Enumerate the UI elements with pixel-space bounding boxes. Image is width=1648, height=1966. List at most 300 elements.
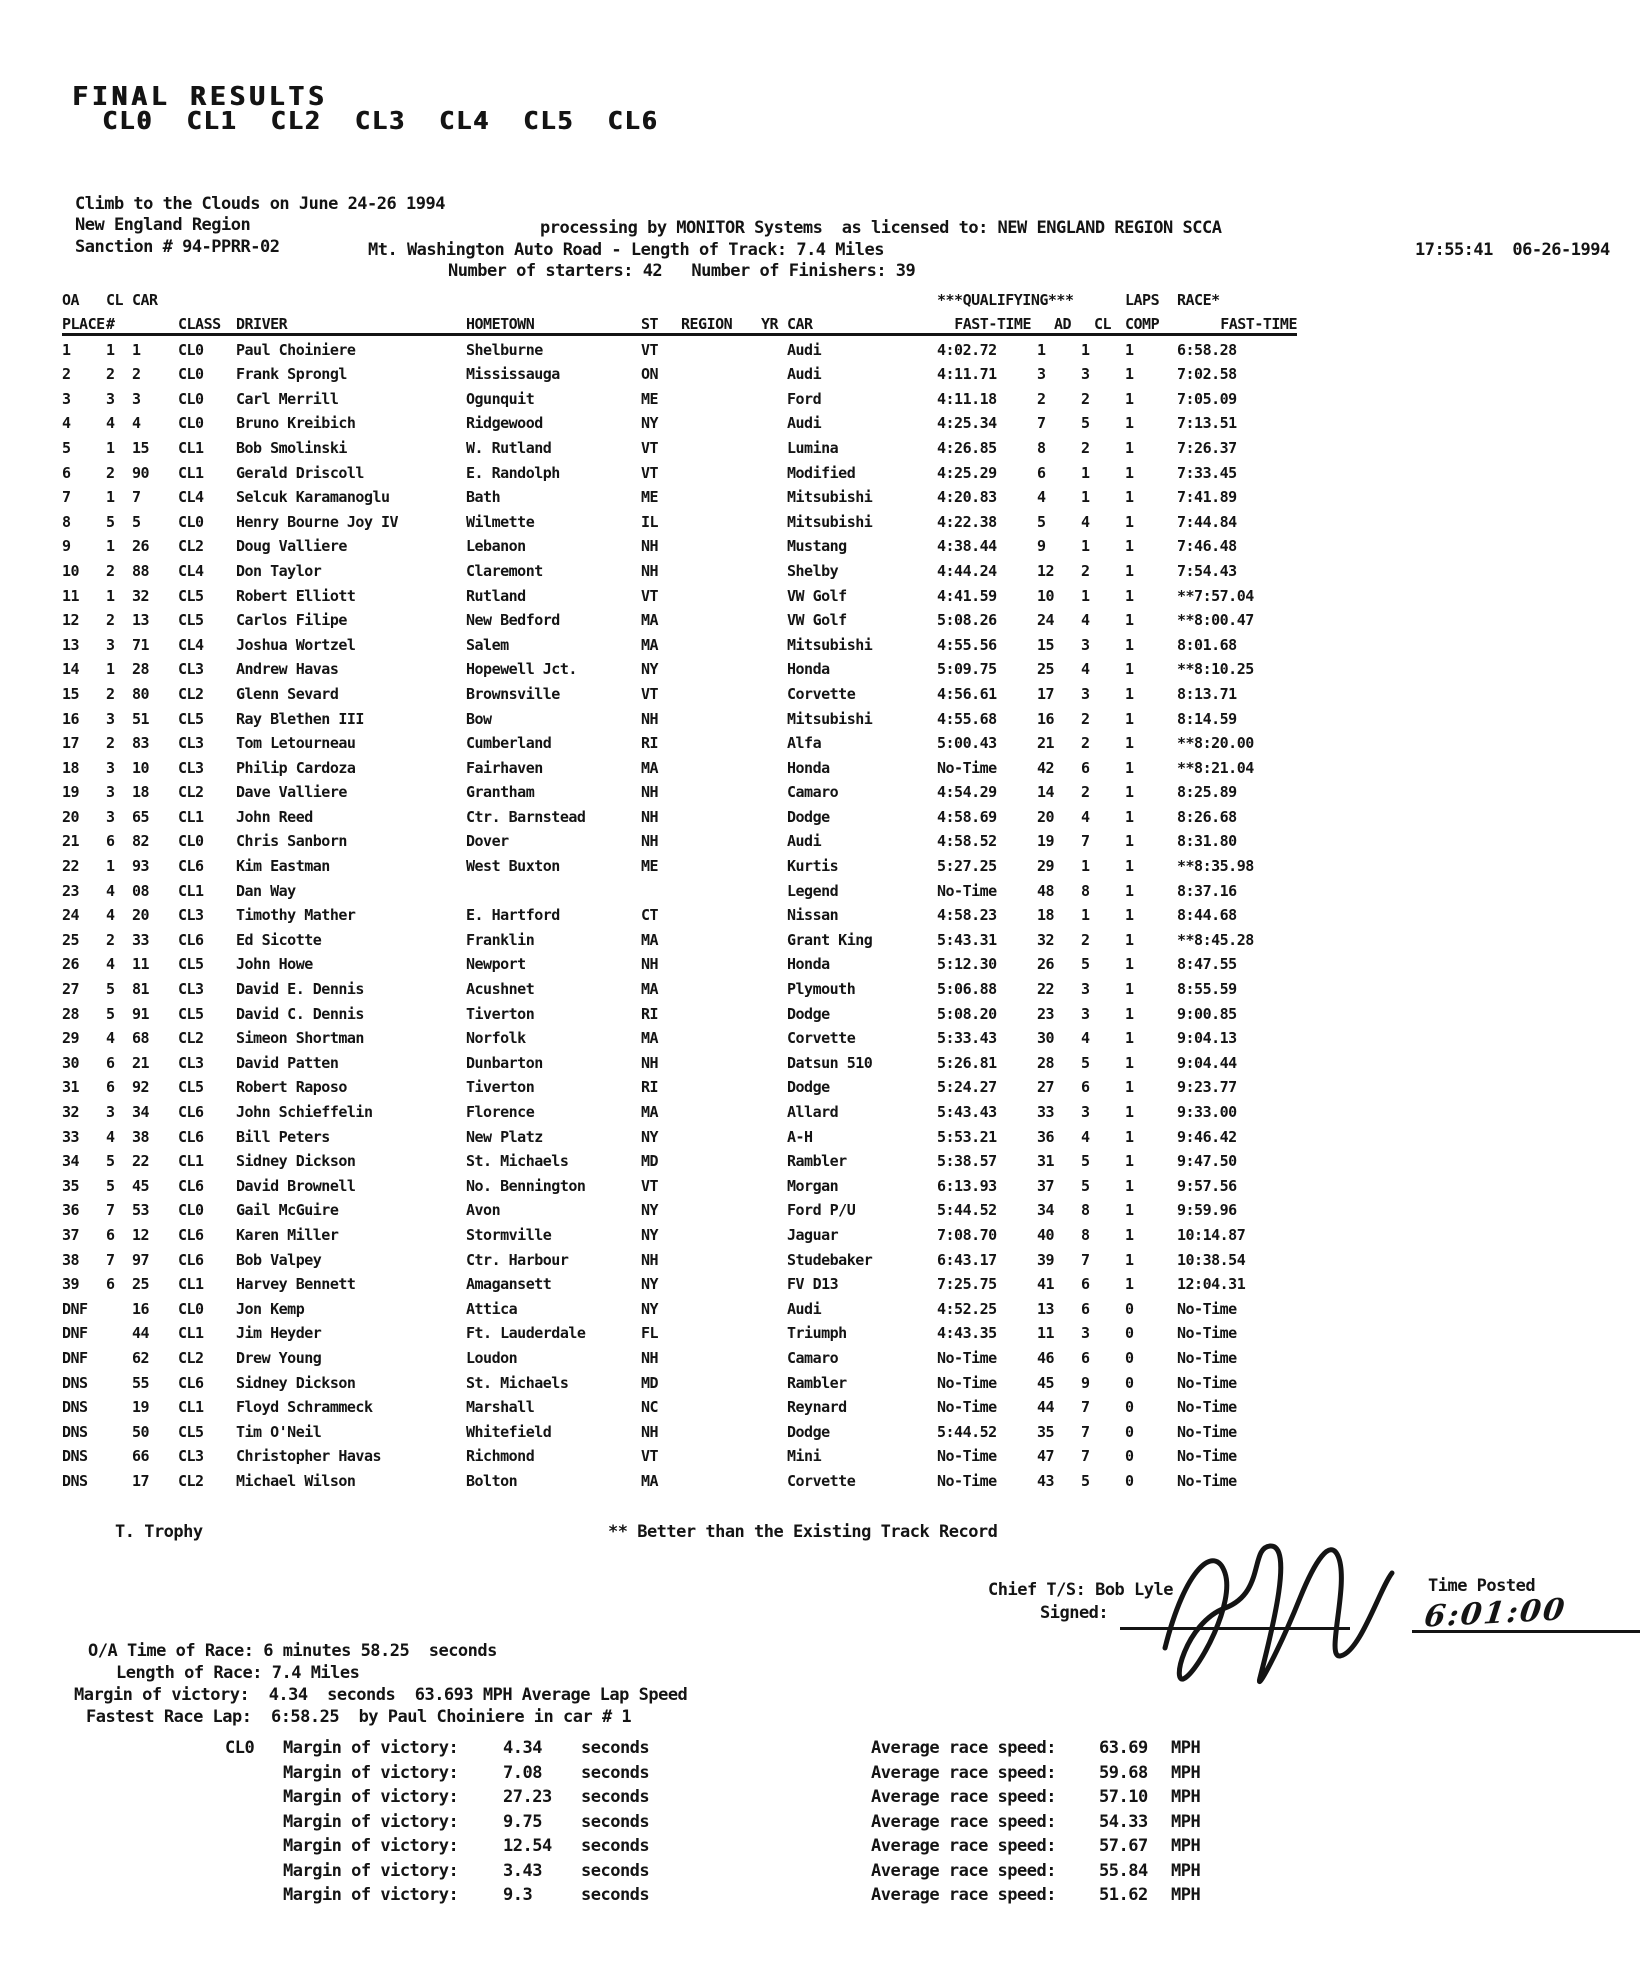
cell-region bbox=[681, 555, 761, 580]
cell-place: 24 bbox=[62, 906, 80, 925]
cell-yr bbox=[761, 1392, 787, 1417]
cell-class: CL2 bbox=[178, 684, 204, 703]
cell-place: 20 bbox=[62, 807, 80, 826]
cell-race: 10:38.54 bbox=[1177, 1250, 1246, 1269]
cell-hometown: Stormville bbox=[466, 1225, 552, 1244]
cell-st: ME bbox=[641, 389, 659, 408]
cell-class: CL3 bbox=[178, 1053, 204, 1072]
cell-car: 93 bbox=[132, 857, 150, 876]
cell-qual: 5:27.25 bbox=[937, 857, 997, 876]
col-header-ad: AD bbox=[1037, 309, 1081, 334]
table-row bbox=[62, 973, 1297, 998]
cell-cl: 1 bbox=[106, 857, 115, 876]
cell-cl: 1 bbox=[106, 438, 115, 457]
class-result-row bbox=[225, 1861, 1221, 1886]
cell-hometown: Newport bbox=[466, 955, 526, 974]
cell-race: 9:04.44 bbox=[1177, 1053, 1237, 1072]
signature-line bbox=[1120, 1600, 1350, 1630]
cell-region bbox=[681, 334, 761, 359]
cell-class: CL6 bbox=[178, 1103, 204, 1121]
class-label: CL0 bbox=[225, 1738, 255, 1758]
cell-driver: Karen Miller bbox=[236, 1225, 339, 1244]
cell-make: Mustang bbox=[787, 537, 847, 556]
col-header-carnum bbox=[132, 309, 178, 334]
cell-make: Dodge bbox=[787, 1004, 830, 1023]
cell-car: 15 bbox=[132, 438, 150, 457]
margin-value: 12.54 bbox=[503, 1836, 552, 1856]
cell-comp: 1 bbox=[1125, 881, 1134, 900]
cell-ad: 29 bbox=[1037, 857, 1055, 876]
cell-comp: 1 bbox=[1125, 340, 1134, 359]
cell-race: No-Time bbox=[1177, 1422, 1237, 1441]
table-row bbox=[62, 580, 1297, 605]
cell-hometown: Rutland bbox=[466, 586, 526, 605]
group-header-laps: LAPS bbox=[1125, 291, 1160, 309]
seconds-label: seconds bbox=[581, 1860, 650, 1881]
mph-label: MPH bbox=[1171, 1762, 1201, 1783]
cell-car: 08 bbox=[132, 881, 150, 900]
table-row bbox=[62, 506, 1297, 531]
cell-driver: Bruno Kreibich bbox=[236, 414, 356, 433]
cell-comp: 1 bbox=[1125, 1225, 1134, 1244]
cell-ad: 11 bbox=[1037, 1324, 1055, 1343]
cell-qcl: 3 bbox=[1081, 365, 1090, 384]
cell-make: Triumph bbox=[787, 1324, 847, 1343]
table-row bbox=[62, 1367, 1297, 1392]
cell-st: NH bbox=[641, 1422, 659, 1441]
cell-cl: 5 bbox=[106, 980, 115, 999]
cell-qual: 4:41.59 bbox=[937, 586, 997, 605]
cell-race: 8:01.68 bbox=[1177, 635, 1237, 654]
cell-yr bbox=[761, 1195, 787, 1220]
cell-make: Kurtis bbox=[787, 857, 839, 876]
speed-label: Average race speed: bbox=[871, 1860, 1056, 1881]
cell-driver: David Patten bbox=[236, 1053, 339, 1072]
cell-qual: 4:58.23 bbox=[937, 906, 997, 925]
cell-st: NH bbox=[641, 832, 659, 851]
cell-class: CL0 bbox=[178, 832, 204, 851]
cell-car: 68 bbox=[132, 1029, 150, 1048]
speed-value: 55.84 bbox=[1099, 1860, 1148, 1881]
cell-region bbox=[681, 1121, 761, 1146]
cell-qcl: 6 bbox=[1081, 1299, 1090, 1318]
cell-region bbox=[681, 973, 761, 998]
cell-ad: 2 bbox=[1037, 389, 1046, 408]
cell-qual: 4:55.68 bbox=[937, 709, 997, 728]
cell-race: **7:57.04 bbox=[1177, 586, 1254, 605]
cell-car: 51 bbox=[132, 709, 150, 728]
cell-qual: 5:08.26 bbox=[937, 611, 997, 630]
chief-ts-label: Chief T/S: Bob Lyle bbox=[988, 1580, 1173, 1600]
cell-driver: John Howe bbox=[236, 955, 313, 974]
cell-comp: 0 bbox=[1125, 1348, 1134, 1367]
cell-cl: 3 bbox=[106, 807, 115, 826]
cell-qual: No-Time bbox=[937, 881, 997, 900]
cell-race: 9:59.96 bbox=[1177, 1201, 1237, 1220]
col-header-hometown: HOMETOWN bbox=[466, 309, 641, 334]
col-header-cl2: CL bbox=[1081, 309, 1125, 334]
cell-place: 19 bbox=[62, 783, 80, 802]
cell-race: 8:55.59 bbox=[1177, 980, 1237, 999]
cell-make: Modified bbox=[787, 463, 856, 482]
class-result-row bbox=[225, 1738, 1221, 1763]
cell-cl: 6 bbox=[106, 1053, 115, 1072]
cell-class: CL5 bbox=[178, 1078, 204, 1097]
cell-region bbox=[681, 1219, 761, 1244]
cell-place: 21 bbox=[62, 832, 80, 851]
cell-race: No-Time bbox=[1177, 1324, 1237, 1343]
cell-yr bbox=[761, 728, 787, 753]
cell-region bbox=[681, 383, 761, 408]
table-row bbox=[62, 998, 1297, 1023]
cell-car: 16 bbox=[132, 1299, 150, 1318]
cell-st: ON bbox=[641, 365, 659, 384]
cell-make: Mitsubishi bbox=[787, 512, 873, 531]
cell-comp: 1 bbox=[1125, 783, 1134, 802]
seconds-label: seconds bbox=[581, 1836, 650, 1856]
cell-make: Corvette bbox=[787, 1029, 856, 1048]
cell-comp: 1 bbox=[1125, 660, 1134, 679]
margin-label: Margin of victory: bbox=[283, 1836, 459, 1856]
cell-yr bbox=[761, 949, 787, 974]
cell-st: MA bbox=[641, 930, 659, 949]
cell-driver: Carlos Filipe bbox=[236, 611, 347, 630]
cell-comp: 1 bbox=[1125, 1201, 1134, 1220]
cell-qual: 7:08.70 bbox=[937, 1225, 997, 1244]
cell-make: Audi bbox=[787, 365, 822, 384]
cell-qual: 4:58.52 bbox=[937, 832, 997, 851]
cell-qual: No-Time bbox=[937, 1398, 997, 1417]
cell-car: 82 bbox=[132, 832, 150, 851]
cell-hometown: Dunbarton bbox=[466, 1053, 543, 1072]
cell-race: No-Time bbox=[1177, 1398, 1237, 1417]
cell-place: 16 bbox=[62, 709, 80, 728]
cell-make: Honda bbox=[787, 955, 830, 974]
cell-car: 26 bbox=[132, 537, 150, 556]
cell-hometown: Shelburne bbox=[466, 340, 543, 359]
cell-region bbox=[681, 654, 761, 679]
cell-qual: 4:22.38 bbox=[937, 512, 997, 531]
cell-hometown: Ctr. Barnstead bbox=[466, 807, 586, 826]
cell-class: CL0 bbox=[178, 1299, 204, 1318]
cell-make: VW Golf bbox=[787, 611, 847, 630]
cell-comp: 1 bbox=[1125, 1275, 1134, 1294]
cell-qcl: 3 bbox=[1081, 635, 1090, 654]
table-row bbox=[62, 900, 1297, 925]
cell-st: MD bbox=[641, 1152, 659, 1171]
cell-ad: 24 bbox=[1037, 611, 1055, 630]
cell-st: NY bbox=[641, 1201, 659, 1220]
cell-driver: Gail McGuire bbox=[236, 1201, 339, 1220]
cell-car: 33 bbox=[132, 930, 150, 949]
time-posted-label: Time Posted bbox=[1428, 1576, 1536, 1596]
table-row bbox=[62, 826, 1297, 851]
cell-hometown: Whitefield bbox=[466, 1422, 552, 1441]
cell-comp: 1 bbox=[1125, 1078, 1134, 1097]
cell-qual: 4:43.35 bbox=[937, 1324, 997, 1343]
cell-class: CL6 bbox=[178, 1176, 204, 1195]
cell-qcl: 6 bbox=[1081, 1275, 1090, 1294]
cell-cl: 5 bbox=[106, 1004, 115, 1023]
table-row bbox=[62, 482, 1297, 507]
cell-cl bbox=[106, 1318, 132, 1343]
group-header-race: RACE* bbox=[1177, 291, 1220, 309]
cell-ad: 42 bbox=[1037, 758, 1055, 777]
cell-ad: 23 bbox=[1037, 1004, 1055, 1023]
cell-driver: Drew Young bbox=[236, 1348, 322, 1367]
cell-qcl: 1 bbox=[1081, 463, 1090, 482]
cell-cl: 3 bbox=[106, 783, 115, 802]
cell-region bbox=[681, 531, 761, 556]
cell-region bbox=[681, 1392, 761, 1417]
cell-comp: 1 bbox=[1125, 857, 1134, 876]
cell-st: MA bbox=[641, 1029, 659, 1048]
table-row bbox=[62, 801, 1297, 826]
table-row bbox=[62, 752, 1297, 777]
table-row bbox=[62, 359, 1297, 384]
oa-time-stat: O/A Time of Race: 6 minutes 58.25 seconds bbox=[88, 1641, 497, 1661]
cell-hometown: Salem bbox=[466, 635, 509, 654]
cell-st: NH bbox=[641, 807, 659, 826]
cell-driver: Timothy Mather bbox=[236, 906, 356, 925]
cell-car: 21 bbox=[132, 1053, 150, 1072]
cell-class: CL1 bbox=[178, 1324, 204, 1343]
cell-race: 8:14.59 bbox=[1177, 709, 1237, 728]
cell-comp: 1 bbox=[1125, 1053, 1134, 1072]
cell-st: NY bbox=[641, 660, 659, 679]
cell-yr bbox=[761, 1096, 787, 1121]
cell-qual: 5:09.75 bbox=[937, 660, 997, 679]
cell-qcl: 3 bbox=[1081, 980, 1090, 999]
cell-ad: 10 bbox=[1037, 586, 1055, 605]
cell-qual: 4:54.29 bbox=[937, 783, 997, 802]
col-header-driver: DRIVER bbox=[236, 309, 466, 334]
cell-car: 5 bbox=[132, 512, 141, 531]
cell-race: 8:44.68 bbox=[1177, 906, 1237, 925]
cell-cl: 5 bbox=[106, 512, 115, 531]
cell-race: No-Time bbox=[1177, 1447, 1237, 1466]
speed-value: 51.62 bbox=[1099, 1885, 1148, 1905]
cell-qcl: 1 bbox=[1081, 488, 1090, 507]
cell-driver: David E. Dennis bbox=[236, 980, 364, 999]
cell-comp: 1 bbox=[1125, 512, 1134, 531]
cell-ad: 21 bbox=[1037, 734, 1055, 753]
sanction-number: Sanction # 94-PPRR-02 bbox=[75, 237, 280, 257]
cell-cl: 6 bbox=[106, 1275, 115, 1294]
cell-car: 65 bbox=[132, 807, 150, 826]
cell-driver: Dave Valliere bbox=[236, 783, 347, 802]
cell-race: 9:23.77 bbox=[1177, 1078, 1237, 1097]
cell-comp: 1 bbox=[1125, 832, 1134, 851]
cell-region bbox=[681, 998, 761, 1023]
cell-yr bbox=[761, 875, 787, 900]
cell-st: MA bbox=[641, 1103, 659, 1121]
cell-comp: 1 bbox=[1125, 758, 1134, 777]
cell-race: 7:33.45 bbox=[1177, 463, 1237, 482]
cell-hometown: Ridgewood bbox=[466, 414, 543, 433]
cell-ad: 46 bbox=[1037, 1348, 1055, 1367]
cell-yr bbox=[761, 605, 787, 630]
cell-st: VT bbox=[641, 586, 659, 605]
cell-cl: 7 bbox=[106, 1201, 115, 1220]
cell-hometown: Florence bbox=[466, 1103, 535, 1121]
cell-hometown: New Bedford bbox=[466, 611, 560, 630]
fastest-lap-stat: Fastest Race Lap: 6:58.25 by Paul Choiniere in car # 1 bbox=[86, 1707, 632, 1727]
cell-st: NY bbox=[641, 1127, 659, 1146]
cell-driver: Floyd Schrammeck bbox=[236, 1398, 373, 1417]
cell-make: Rambler bbox=[787, 1373, 847, 1392]
cell-car: 97 bbox=[132, 1250, 150, 1269]
table-row bbox=[62, 1293, 1297, 1318]
cell-qcl: 2 bbox=[1081, 783, 1090, 802]
cell-car: 2 bbox=[132, 365, 141, 384]
cell-ad: 47 bbox=[1037, 1447, 1055, 1466]
cell-ad: 13 bbox=[1037, 1299, 1055, 1318]
cell-st: NH bbox=[641, 1348, 659, 1367]
speed-value: 57.67 bbox=[1099, 1836, 1148, 1856]
cell-qcl: 5 bbox=[1081, 1152, 1090, 1171]
cell-yr bbox=[761, 1318, 787, 1343]
cell-cl bbox=[106, 1441, 132, 1466]
cell-comp: 1 bbox=[1125, 389, 1134, 408]
cell-qcl: 5 bbox=[1081, 955, 1090, 974]
cell-race: 9:33.00 bbox=[1177, 1103, 1237, 1121]
table-row bbox=[62, 334, 1297, 359]
cell-qcl: 1 bbox=[1081, 537, 1090, 556]
cell-place: 18 bbox=[62, 758, 80, 777]
seconds-label: seconds bbox=[581, 1811, 650, 1832]
cell-car: 71 bbox=[132, 635, 150, 654]
cell-class: CL6 bbox=[178, 857, 204, 876]
cell-qcl: 4 bbox=[1081, 611, 1090, 630]
cell-place: 36 bbox=[62, 1201, 80, 1220]
cell-make: Mitsubishi bbox=[787, 488, 873, 507]
cell-qcl: 9 bbox=[1081, 1373, 1090, 1392]
table-row bbox=[62, 629, 1297, 654]
cell-qcl: 3 bbox=[1081, 684, 1090, 703]
cell-qual: 4:52.25 bbox=[937, 1299, 997, 1318]
cell-place: 17 bbox=[62, 734, 80, 753]
cell-ad: 20 bbox=[1037, 807, 1055, 826]
cell-make: Plymouth bbox=[787, 980, 856, 999]
cell-hometown: Tiverton bbox=[466, 1004, 535, 1023]
cell-class: CL1 bbox=[178, 463, 204, 482]
cell-class: CL0 bbox=[178, 1201, 204, 1220]
cell-make: Allard bbox=[787, 1103, 839, 1121]
cell-qcl: 1 bbox=[1081, 586, 1090, 605]
cell-hometown: Dover bbox=[466, 832, 509, 851]
table-row bbox=[62, 1219, 1297, 1244]
cell-qual: 5:44.52 bbox=[937, 1422, 997, 1441]
cell-class: CL5 bbox=[178, 1004, 204, 1023]
cell-make: Lumina bbox=[787, 438, 839, 457]
cell-qcl: 2 bbox=[1081, 561, 1090, 580]
cell-cl: 1 bbox=[106, 488, 115, 507]
cell-comp: 1 bbox=[1125, 1152, 1134, 1171]
table-row bbox=[62, 850, 1297, 875]
cell-race: No-Time bbox=[1177, 1471, 1237, 1490]
cell-cl: 3 bbox=[106, 709, 115, 728]
table-row bbox=[62, 924, 1297, 949]
cell-st: NY bbox=[641, 1299, 659, 1318]
speed-label: Average race speed: bbox=[871, 1762, 1056, 1783]
cell-comp: 1 bbox=[1125, 537, 1134, 556]
table-row bbox=[62, 1416, 1297, 1441]
cell-yr bbox=[761, 973, 787, 998]
table-column-header-row bbox=[62, 309, 1297, 334]
table-row bbox=[62, 875, 1297, 900]
cell-place: 2 bbox=[62, 365, 71, 384]
cell-yr bbox=[761, 678, 787, 703]
cell-comp: 1 bbox=[1125, 955, 1134, 974]
cell-region bbox=[681, 875, 761, 900]
cell-st: MA bbox=[641, 758, 659, 777]
cell-yr bbox=[761, 457, 787, 482]
cell-cl: 4 bbox=[106, 1127, 115, 1146]
cell-ad: 26 bbox=[1037, 955, 1055, 974]
cell-place: 15 bbox=[62, 684, 80, 703]
cell-make: Mitsubishi bbox=[787, 709, 873, 728]
cell-car: 88 bbox=[132, 561, 150, 580]
cell-qual: 5:08.20 bbox=[937, 1004, 997, 1023]
cell-hometown: Bolton bbox=[466, 1471, 518, 1490]
margin-label: Margin of victory: bbox=[283, 1762, 459, 1783]
speed-label: Average race speed: bbox=[871, 1885, 1056, 1905]
cell-class: CL4 bbox=[178, 561, 204, 580]
cell-region bbox=[681, 1269, 761, 1294]
cell-driver: Joshua Wortzel bbox=[236, 635, 356, 654]
cell-car: 18 bbox=[132, 783, 150, 802]
cell-st: NC bbox=[641, 1398, 659, 1417]
cell-comp: 0 bbox=[1125, 1471, 1134, 1490]
margin-value: 7.08 bbox=[503, 1762, 542, 1783]
cell-comp: 1 bbox=[1125, 1029, 1134, 1048]
mph-label: MPH bbox=[1171, 1738, 1201, 1758]
cell-class: CL3 bbox=[178, 1447, 204, 1466]
cell-qcl: 3 bbox=[1081, 1004, 1090, 1023]
cell-yr bbox=[761, 1244, 787, 1269]
cell-car: 20 bbox=[132, 906, 150, 925]
table-row bbox=[62, 777, 1297, 802]
cell-car: 38 bbox=[132, 1127, 150, 1146]
cell-cl bbox=[106, 1392, 132, 1417]
cell-qual: 4:20.83 bbox=[937, 488, 997, 507]
col-header-fast-time: FAST-TIME bbox=[937, 309, 1037, 334]
cell-qual: 4:02.72 bbox=[937, 340, 997, 359]
cell-make: Studebaker bbox=[787, 1250, 873, 1269]
cell-make: Camaro bbox=[787, 1348, 839, 1367]
cell-qual: No-Time bbox=[937, 758, 997, 777]
cell-region bbox=[681, 506, 761, 531]
track-record-note: ** Better than the Existing Track Record bbox=[608, 1522, 998, 1542]
cell-class: CL5 bbox=[178, 709, 204, 728]
cell-hometown: Brownsville bbox=[466, 684, 560, 703]
cell-qual: No-Time bbox=[937, 1447, 997, 1466]
cell-race: No-Time bbox=[1177, 1348, 1237, 1367]
cell-make: Audi bbox=[787, 1299, 822, 1318]
track-info: Mt. Washington Auto Road - Length of Track: 7.4 Miles bbox=[368, 240, 884, 260]
cell-make: Honda bbox=[787, 660, 830, 679]
cell-car: 13 bbox=[132, 611, 150, 630]
cell-st: VT bbox=[641, 684, 659, 703]
margin-value: 9.75 bbox=[503, 1811, 542, 1832]
cell-make: Camaro bbox=[787, 783, 839, 802]
cell-qcl: 5 bbox=[1081, 1053, 1090, 1072]
cell-region bbox=[681, 924, 761, 949]
cell-comp: 1 bbox=[1125, 906, 1134, 925]
cell-st: MA bbox=[641, 635, 659, 654]
cell-place: 27 bbox=[62, 980, 80, 999]
